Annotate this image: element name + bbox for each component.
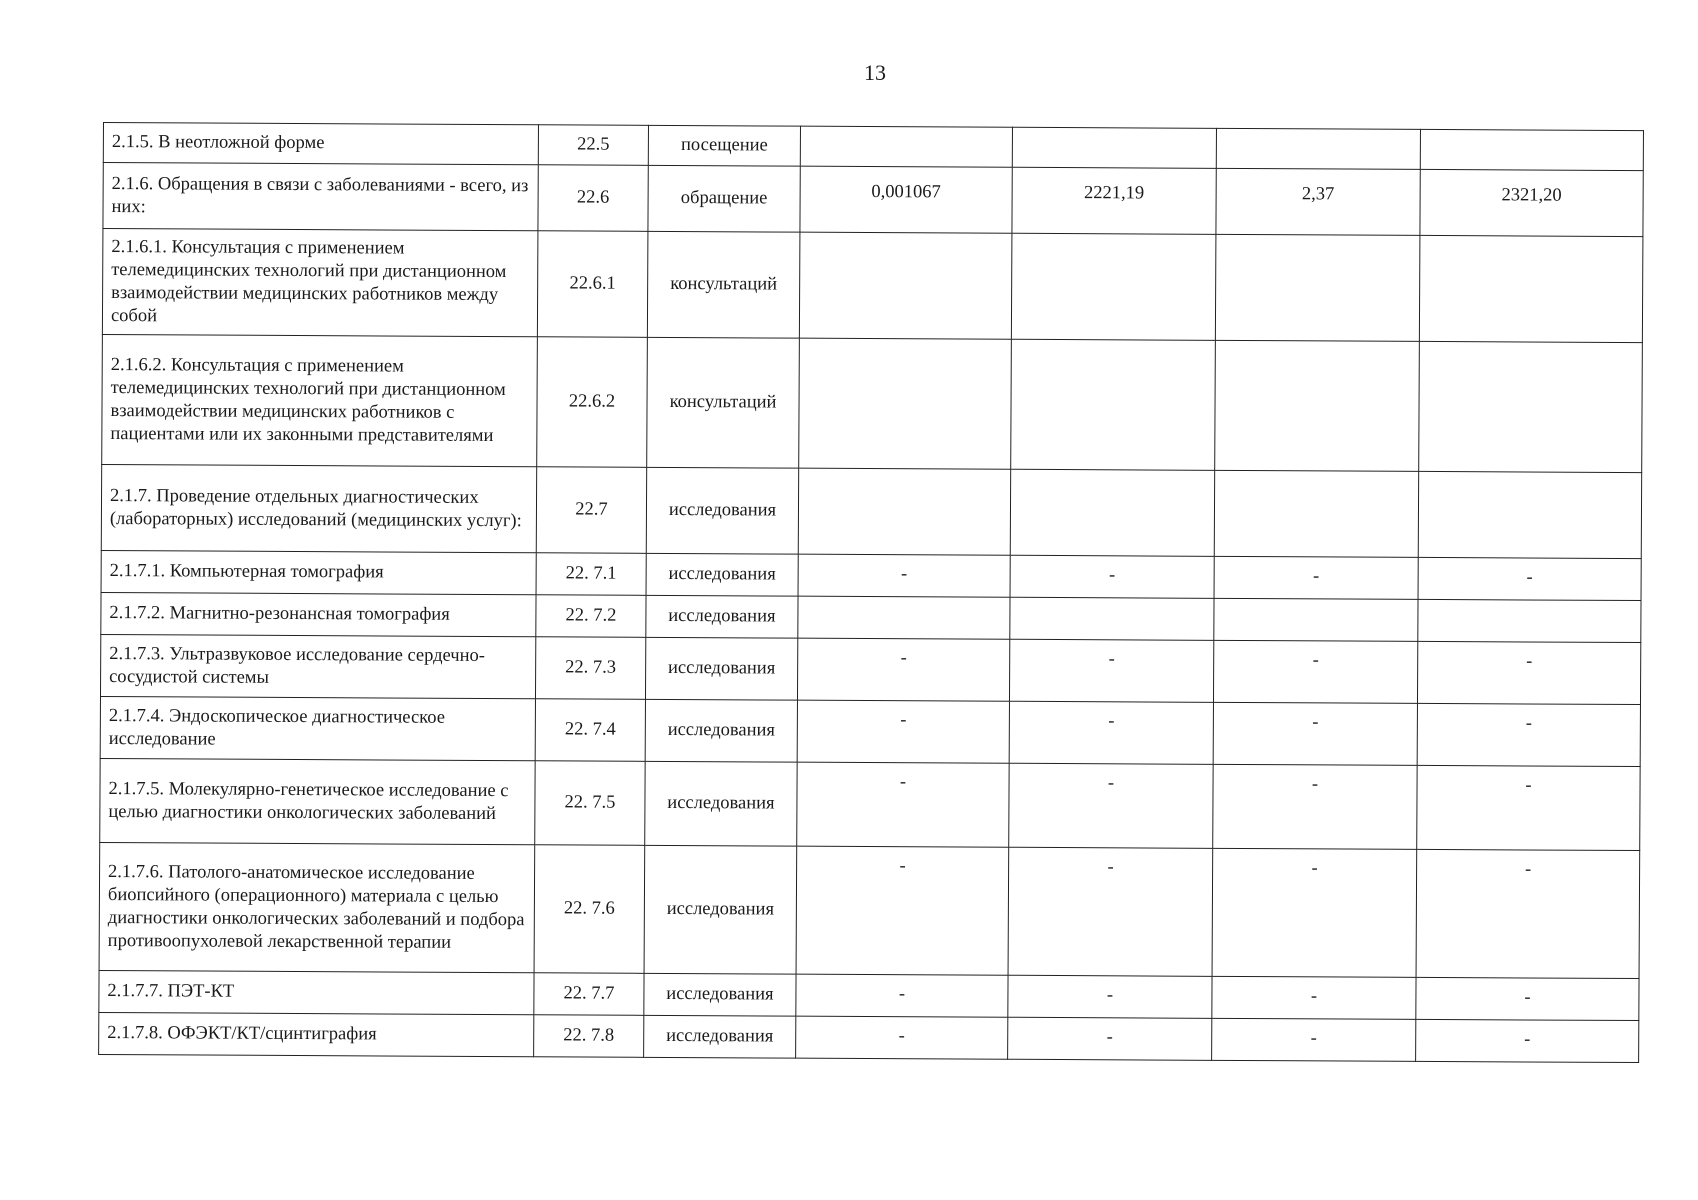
row-name: 2.1.7.5. Молекулярно-генетическое исследование с целью диагностики онкологических заболеваний [100,758,535,844]
row-code: 22. 7.8 [534,1015,644,1058]
row-name: 2.1.6.2. Консультация с применением телемедицинских технологий при дистанционном взаимодействии медицинских работников с пациентами или их законными представителями [102,334,538,466]
row-value-2: - [1009,763,1213,848]
row-value-4 [1419,341,1643,472]
row-unit: исследования [645,699,797,762]
data-table [98,122,1644,1063]
row-unit: исследования [646,467,798,554]
row-unit: исследования [646,595,798,638]
row-value-4: - [1416,1019,1639,1062]
row-value-3: - [1213,702,1417,765]
row-value-1 [799,338,1012,469]
row-unit: исследования [644,973,796,1016]
row-value-1: - [798,554,1010,597]
table-row [102,229,1643,343]
row-value-4: - [1417,641,1640,704]
row-value-1: - [797,762,1009,847]
row-value-2 [1010,597,1214,640]
row-value-3 [1215,234,1420,341]
table-row [103,163,1643,237]
row-value-1 [798,596,1010,639]
row-unit: обращение [648,165,800,232]
row-value-3: - [1212,1018,1416,1061]
row-name: 2.1.6.1. Консультация с применением телемедицинских технологий при дистанционном взаимодействии медицинских работников между собой [102,229,538,337]
row-value-3: - [1212,848,1417,977]
row-unit: исследования [646,553,798,596]
row-value-4: - [1416,977,1639,1020]
table-row [100,634,1640,704]
row-value-2: - [1009,701,1213,764]
row-code: 22.5 [538,125,648,166]
row-name: 2.1.7.4. Эндоскопическое диагностическое исследование [100,696,535,760]
row-name: 2.1.7.7. ПЭТ-КТ [99,970,534,1014]
row-value-2: - [1009,639,1213,702]
row-value-3 [1216,128,1420,169]
row-unit: исследования [644,845,797,974]
row-name: 2.1.5. В неотложной форме [103,123,538,165]
row-value-1: - [797,638,1009,701]
row-code: 22. 7.5 [535,761,645,846]
row-unit: консультаций [647,231,800,338]
row-value-1: 0,001067 [800,166,1012,233]
row-value-4 [1418,471,1641,558]
row-value-4: - [1418,557,1641,600]
row-value-1: - [796,974,1008,1017]
table-row [100,758,1640,850]
row-unit: посещение [648,125,800,166]
row-name: 2.1.7.3. Ультразвуковое исследование сердечно-сосудистой системы [100,634,535,698]
row-code: 22. 7.7 [534,973,644,1016]
row-value-4: - [1417,703,1640,766]
row-unit: консультаций [647,337,800,468]
row-name: 2.1.7.2. Магнитно-резонансная томография [101,592,536,636]
row-value-4 [1419,235,1643,342]
row-value-3: - [1213,640,1417,703]
row-value-3: - [1212,976,1416,1019]
page-number: 13 [864,60,886,85]
row-name: 2.1.7.1. Компьютерная томография [101,550,536,594]
row-code: 22.6 [538,165,648,232]
row-value-1 [800,126,1012,167]
row-value-2 [1012,127,1216,168]
row-name: 2.1.7. Проведение отдельных диагностических (лабораторных) исследований (медицинских услуг): [101,464,536,552]
table-row [101,464,1641,558]
row-value-2: - [1008,847,1213,976]
row-unit: исследования [645,761,797,846]
row-name: 2.1.7.8. ОФЭКТ/КТ/сцинтиграфия [99,1012,534,1056]
row-value-4 [1420,129,1643,170]
row-value-2: - [1008,975,1212,1018]
row-value-3: - [1213,764,1417,849]
row-code: 22. 7.2 [536,595,646,638]
row-unit: исследования [644,1015,796,1058]
row-value-2: 2221,19 [1012,167,1216,234]
row-value-4: - [1416,849,1640,978]
row-value-1: - [796,846,1009,975]
row-value-2 [1011,339,1216,470]
row-value-3 [1214,470,1418,557]
row-value-2: - [1010,555,1214,598]
row-name: 2.1.6. Обращения в связи с заболеваниями - всего, из них: [103,163,538,231]
row-value-4: - [1417,765,1640,850]
row-code: 22. 7.4 [535,699,645,762]
row-code: 22.7 [536,467,646,554]
row-value-1: - [796,1016,1008,1059]
row-value-2 [1010,469,1214,556]
row-value-3: - [1214,556,1418,599]
table-row [99,1012,1639,1062]
table-row [99,842,1640,978]
row-value-1: - [797,700,1009,763]
row-unit: исследования [645,637,797,700]
row-value-1 [798,468,1010,555]
row-value-2 [1011,233,1216,340]
table-row [100,696,1640,766]
row-value-2: - [1008,1017,1212,1060]
row-value-4: 2321,20 [1420,169,1643,236]
row-code: 22.6.1 [537,231,648,338]
row-code: 22.6.2 [537,337,648,468]
row-value-3: 2,37 [1216,168,1420,235]
row-name: 2.1.7.6. Патолого-анатомическое исследование биопсийного (операционного) материала с целью диагностики онкологических заболеваний и подбора противоопухолевой лекарственной терапии [99,842,535,972]
row-code: 22. 7.3 [535,637,645,700]
row-value-3 [1215,340,1420,471]
row-code: 22. 7.6 [534,845,645,974]
row-code: 22. 7.1 [536,553,646,596]
table-row [102,334,1643,472]
row-value-3 [1214,598,1418,641]
row-value-4 [1418,599,1641,642]
row-value-1 [799,232,1012,339]
